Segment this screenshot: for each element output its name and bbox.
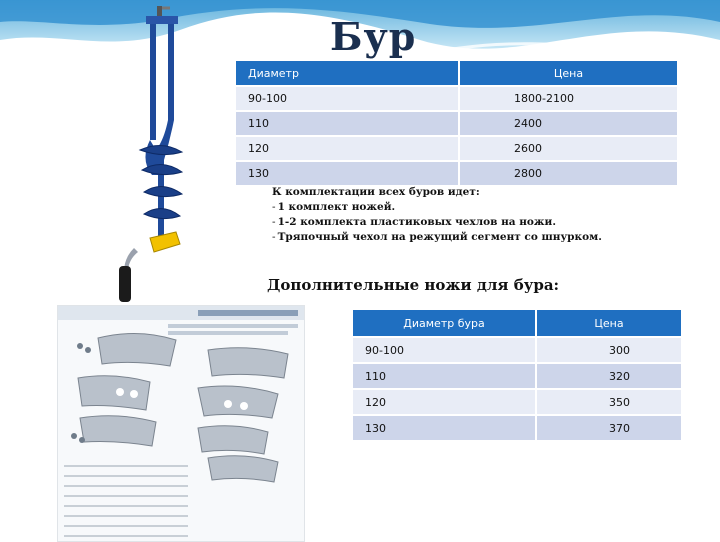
table-cell-price: 350 xyxy=(536,389,682,415)
table-row xyxy=(353,337,682,363)
bullet-dash: - xyxy=(272,216,276,228)
table-cell-diameter: 110 xyxy=(353,363,536,389)
list-item: - 1 комплект ножей. xyxy=(272,201,396,213)
table-cell-price: 320 xyxy=(536,363,682,389)
column-header-diameter: Диаметр xyxy=(236,61,459,86)
table-row xyxy=(236,86,678,111)
column-header-auger-diameter: Диаметр бура xyxy=(353,310,536,337)
table-cell-diameter: 90-100 xyxy=(236,86,459,111)
table-row xyxy=(236,111,678,136)
table-cell-diameter: 110 xyxy=(236,111,459,136)
page-title: Бур xyxy=(330,14,417,59)
section-heading: Дополнительные ножи для бура: xyxy=(267,276,560,294)
table-cell-price: 2800 xyxy=(459,161,678,185)
column-header-price: Цена xyxy=(536,310,682,337)
list-item: - Тряпочный чехол на режущий сегмент со шнурком. xyxy=(272,231,602,243)
table-cell-price: 2400 xyxy=(459,111,678,136)
table-cell-price: 1800-2100 xyxy=(459,86,678,111)
table-cell-diameter: 90-100 xyxy=(353,337,536,363)
ice-auger-image xyxy=(110,0,210,310)
knife-catalog-image xyxy=(57,305,305,542)
table-row xyxy=(353,415,682,440)
table-cell-price: 2600 xyxy=(459,136,678,161)
table-cell-diameter: 120 xyxy=(353,389,536,415)
bullet-dash: - xyxy=(272,201,276,213)
column-header-price: Цена xyxy=(459,61,678,86)
notes-heading: К комплектации всех буров идет: xyxy=(272,186,480,198)
auger-price-table xyxy=(236,61,679,185)
list-item: - 1-2 комплекта пластиковых чехлов на ножи. xyxy=(272,216,556,228)
table-cell-diameter: 130 xyxy=(353,415,536,440)
kit-contents-notes xyxy=(272,185,602,245)
table-row xyxy=(236,136,678,161)
table-row xyxy=(353,363,682,389)
table-cell-price: 300 xyxy=(536,337,682,363)
knife-price-table xyxy=(353,310,683,440)
table-row xyxy=(353,389,682,415)
table-cell-diameter: 120 xyxy=(236,136,459,161)
table-cell-price: 370 xyxy=(536,415,682,440)
table-cell-diameter: 130 xyxy=(236,161,459,185)
table-row xyxy=(236,161,678,185)
bullet-dash: - xyxy=(272,231,276,243)
